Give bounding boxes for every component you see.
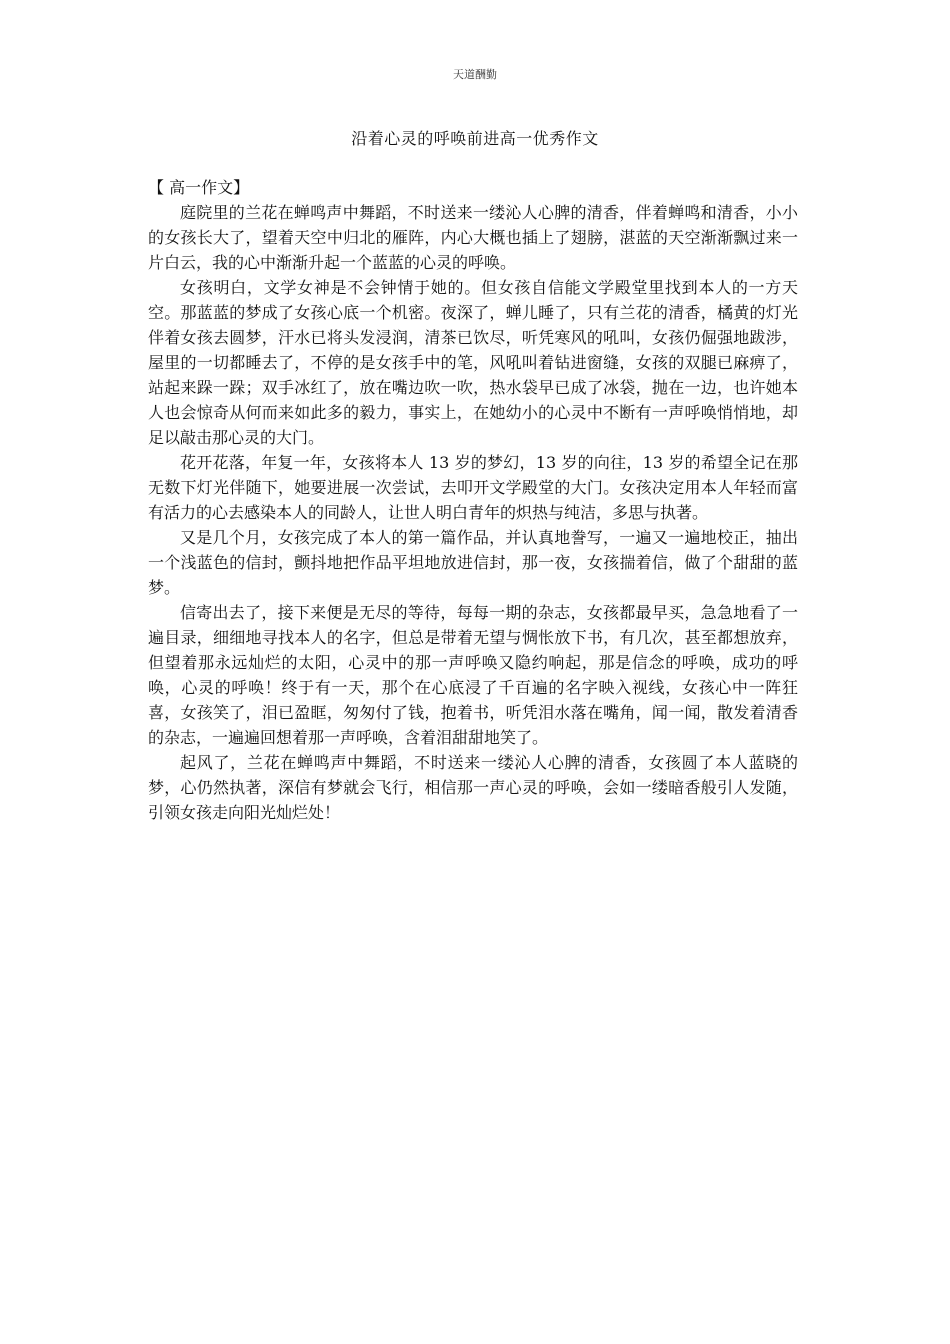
category-tag: 【 高一作文】 <box>148 178 250 197</box>
paragraph-2: 女孩明白，文学女神是不会钟情于她的。但女孩自信能文学殿堂里找到本人的一方天空。那蓝蓝的梦成了女孩心底一个机密。夜深了，蝉儿睡了，只有兰花的清香，橘黄的灯光伴着女孩去圆梦，汗水已将头发浸润，清茶已饮尽，听凭寒风的吼叫，女孩仍倔强地跋涉，屋里的一切都睡去了，不停的是女孩手中的笔，风吼叫着钻进窗缝，女孩的双腿已麻痹了，站起来跺一跺；双手冰红了，放在嘴边吹一吹，热水袋早已成了冰袋，抛在一边，也许她本人也会惊奇从何而来如此多的毅力，事实上，在她幼小的心灵中不断有一声呼唤悄悄地，却足以敲击那心灵的大门。 <box>148 278 798 447</box>
document-body <box>148 175 798 825</box>
paragraph-6: 起风了，兰花在蝉鸣声中舞蹈，不时送来一缕沁人心脾的清香，女孩圆了本人蓝晓的梦，心仍然执著，深信有梦就会飞行，相信那一声心灵的呼唤，会如一缕暗香般引人发随，引领女孩走向阳光灿烂处！ <box>148 753 798 822</box>
paragraph-3: 花开花落，年复一年，女孩将本人 13 岁的梦幻，13 岁的向往，13 岁的希望全记在那无数下灯光伴随下，她要进展一次尝试，去叩开文学殿堂的大门。女孩决定用本人年轻而富有活力的心去感染本人的同龄人，让世人明白青年的炽热与纯洁，多思与执著。 <box>148 453 798 522</box>
paragraph-1: 庭院里的兰花在蝉鸣声中舞蹈，不时送来一缕沁人心脾的清香，伴着蝉鸣和清香，小小的女孩长大了，望着天空中归北的雁阵，内心大概也插上了翅膀，湛蓝的天空渐渐飘过来一片白云，我的心中渐渐升起一个蓝蓝的心灵的呼唤。 <box>148 203 798 272</box>
paragraph-4: 又是几个月，女孩完成了本人的第一篇作品，并认真地誊写，一遍又一遍地校正，抽出一个浅蓝色的信封，颤抖地把作品平坦地放进信封，那一夜，女孩揣着信，做了个甜甜的蓝梦。 <box>148 528 798 597</box>
page-header: 天道酬勤 <box>453 68 497 81</box>
paragraph-5: 信寄出去了，接下来便是无尽的等待，每每一期的杂志，女孩都最早买，急急地看了一遍目录，细细地寻找本人的名字，但总是带着无望与惆怅放下书，有几次，甚至都想放弃，但望着那永远灿烂的太阳，心灵中的那一声呼唤又隐约响起，那是信念的呼唤，成功的呼唤，心灵的呼唤！终于有一天，那个在心底浸了千百遍的名字映入视线，女孩心中一阵狂喜，女孩笑了，泪已盈眶，匆匆付了钱，抱着书，听凭泪水落在嘴角，闻一闻，散发着清香的杂志，一遍遍回想着那一声呼唤，含着泪甜甜地笑了。 <box>148 603 798 747</box>
document-title: 沿着心灵的呼唤前进高一优秀作文 <box>351 129 599 148</box>
